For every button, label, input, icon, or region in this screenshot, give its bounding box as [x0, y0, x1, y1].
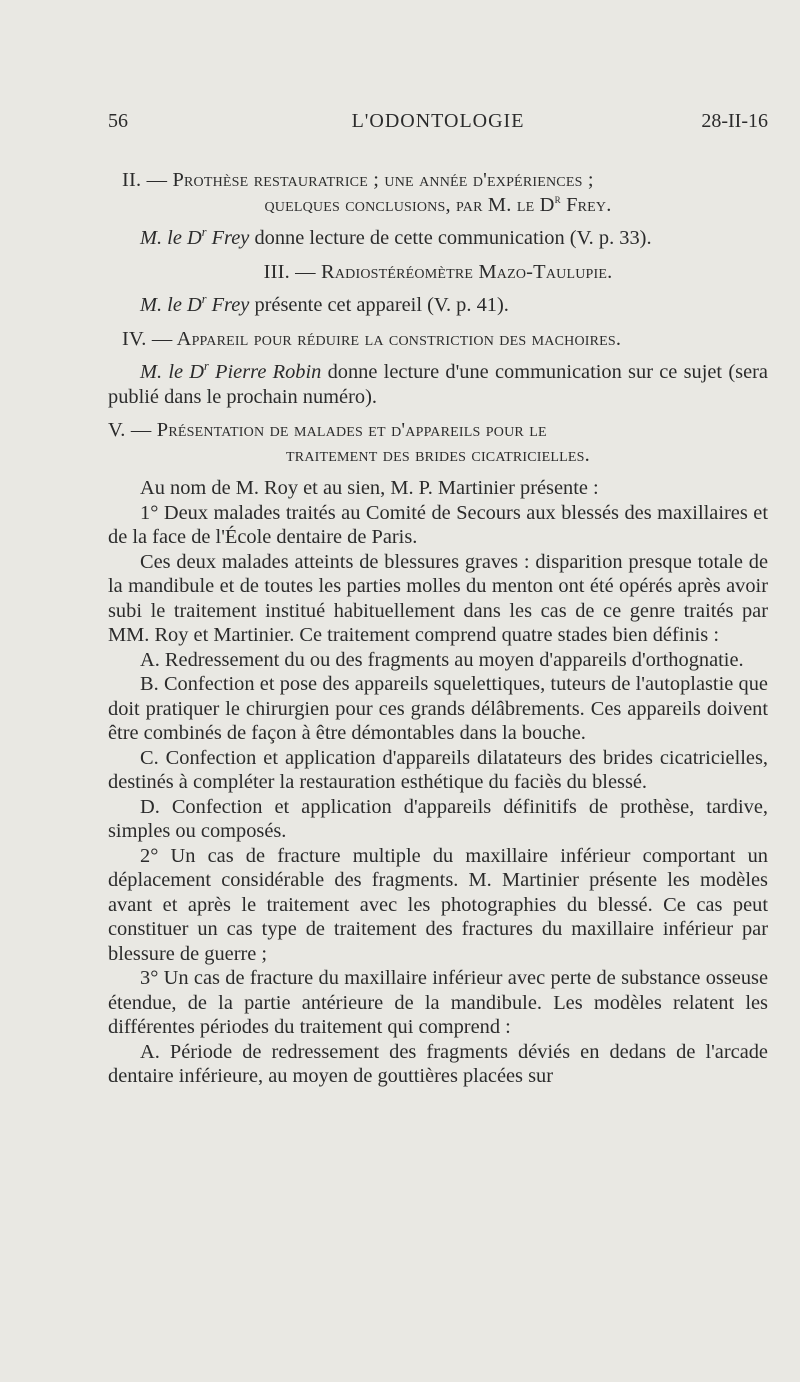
paragraph: Au nom de M. Roy et au sien, M. P. Martinier présente : — [140, 477, 599, 499]
section-2-heading-line-2 — [108, 193, 768, 218]
section-4-speaker-sup: r — [204, 359, 209, 374]
paragraph: 2° Un cas de fracture multiple du maxillaire inférieur comportant un déplacement considérable des fragments. M. Martinier présente les modèles avant et après le traitement avec les photographies du blessé. Ce cas peut constituer un cas type de traitement des fractures du maxillaire inférieur par blessure de guerre ; — [108, 844, 768, 965]
section-2-heading-text: quelques conclusions, par M. le D — [264, 193, 555, 216]
paragraph: B. Confection et pose des appareils squelettiques, tuteurs de l'autoplastie que doit pratiquer le chirurgien pour ces grands délâbrements. Ces appareils doivent être combinés de façon à être démontables dans la bouche. — [108, 673, 768, 744]
section-2-speaker-name: Frey — [206, 227, 250, 249]
header-date: 28-II-16 — [701, 110, 768, 132]
paragraph: D. Confection et application d'appareils définitifs de prothèse, tardive, simples ou composés. — [108, 795, 768, 842]
section-4-heading: IV. — Appareil pour réduire la constriction des machoires. — [122, 327, 622, 350]
page-body — [108, 168, 768, 1089]
paragraph: Ces deux malades atteints de blessures graves : disparition presque totale de la mandibule et de toutes les parties molles du menton ont été opérés après avoir subi le traitement institué habituellement dans les cas de ce genre traités par MM. Roy et Martinier. Ce traitement comprend quatre stades bien définis : — [108, 550, 768, 646]
section-2-body — [108, 226, 768, 251]
section-5-heading: V. — Présentation de malades et d'appareils pour le — [108, 419, 547, 441]
section-2-speaker-sup: r — [201, 225, 207, 240]
paragraph: A. Période de redressement des fragments déviés en dedans de l'arcade dentaire inférieure, au moyen de gouttières placées sur — [108, 1040, 768, 1087]
section-2-heading-sup: r — [554, 191, 561, 206]
section-4-speaker-name: Pierre Robin — [208, 361, 322, 383]
section-3-speaker: M. le D — [140, 294, 202, 316]
section-4-text: donne lecture d'une communication sur ce sujet (sera publié dans le prochain numéro). — [108, 361, 768, 408]
section-3-speaker-name: Frey — [206, 294, 250, 316]
paragraph: A. Redressement du ou des fragments au moyen d'appareils d'orthognatie. — [140, 648, 744, 671]
section-2-heading — [108, 168, 768, 193]
section-3-speaker-sup: r — [201, 292, 207, 307]
section-4-speaker: M. le D — [140, 361, 205, 383]
section-3-body — [108, 293, 768, 318]
section-2-text: donne lecture de cette communication (V. p. 33). — [249, 227, 652, 249]
section-3-heading: III. — Radiostéréomètre Mazo-Taulupie. — [263, 260, 613, 283]
section-5-heading-line-2: traitement des brides cicatricielles. — [286, 443, 590, 466]
section-2-heading-end: Frey. — [560, 193, 612, 216]
page-number: 56 — [108, 110, 128, 132]
running-title: L'ODONTOLOGIE — [351, 110, 525, 132]
paragraph: 3° Un cas de fracture du maxillaire inférieur avec perte de substance osseuse étendue, de la partie antérieure de la mandibule. Les modèles relatent les différentes périodes du traitement qui comprend : — [108, 967, 768, 1038]
section-2-speaker: M. le D — [140, 227, 202, 249]
paragraph: C. Confection et application d'appareils dilatateurs des brides cicatricielles, destinés à compléter la restauration esthétique du faciès du blessé. — [108, 746, 768, 793]
running-header — [108, 110, 768, 138]
paragraph: 1° Deux malades traités au Comité de Secours aux blessés des maxillaires et de la face de l'École dentaire de Paris. — [108, 501, 768, 548]
section-2-heading-line-1: II. — Prothèse restauratrice ; une année d'expériences ; — [122, 169, 594, 191]
section-3-text: présente cet appareil (V. p. 41). — [249, 294, 509, 316]
section-4-body — [108, 360, 768, 409]
